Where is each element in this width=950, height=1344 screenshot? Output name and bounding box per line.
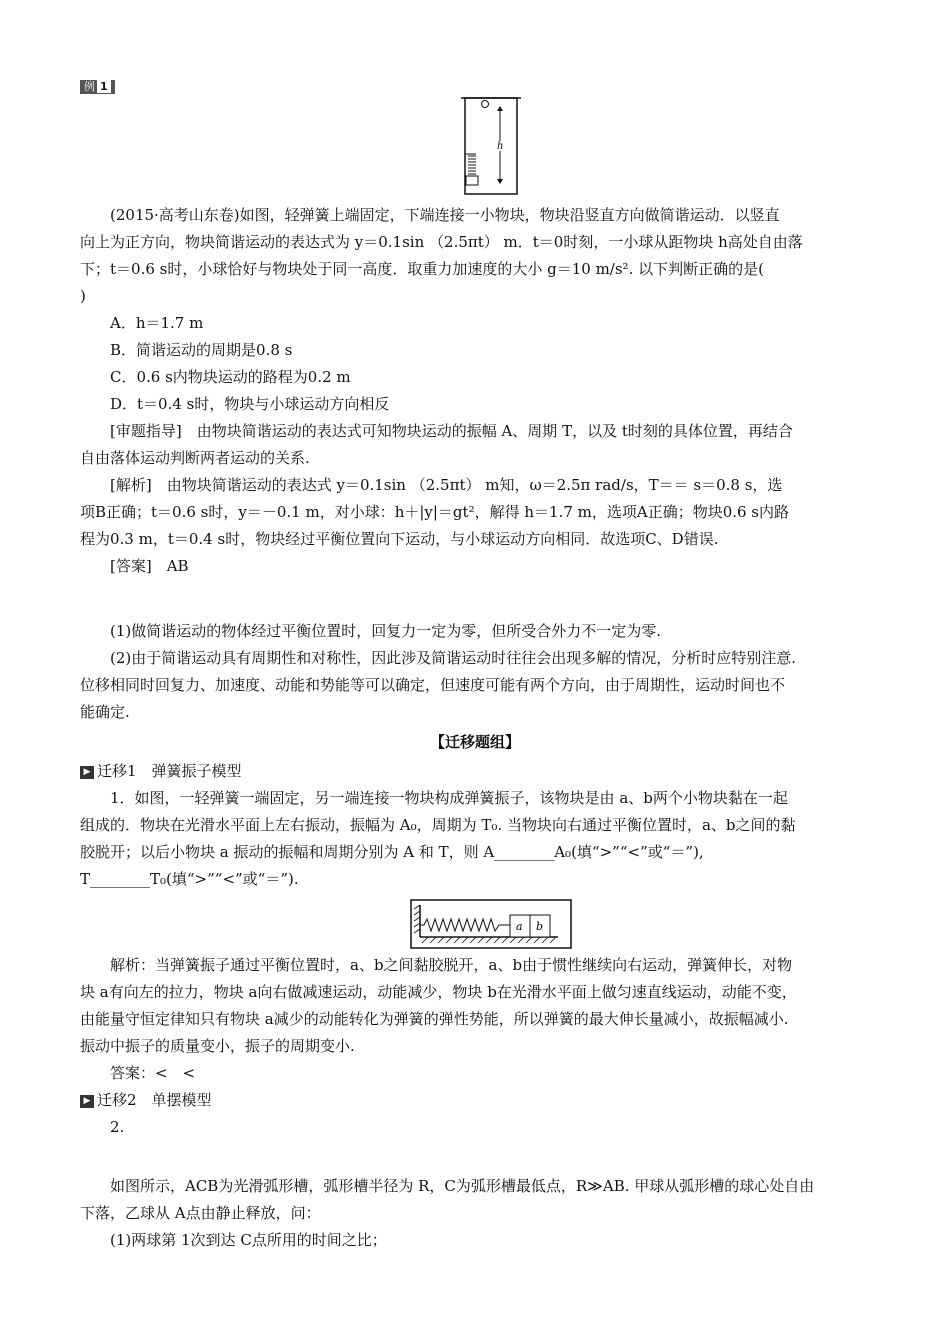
guide-line: 自由落体运动判断两者运动的关系. (80, 449, 310, 467)
transfer1-line: 1．如图，一轻弹簧一端固定，另一端连接一物块构成弹簧振子，该物块是由 a、b两个小物块黏在一起 (110, 789, 788, 807)
answer-line: [答案] AB (110, 557, 189, 575)
analysis-line: 程为0.3 m，t＝0.4 s时，物块经过平衡位置向下运动，与小球运动方向相同．故选项C、D错误. (80, 530, 719, 548)
play-arrow-icon: ▶ (80, 1095, 94, 1108)
notes-text (80, 618, 880, 726)
guide-line: [审题指导] 由物块简谐运动的表达式可知物块运动的振幅 A、周期 T，以及 t时刻的具体位置，再结合 (110, 422, 793, 440)
transfer1-solution (80, 952, 880, 1141)
solution-line: 块 a有向左的拉力，物块 a向右做减速运动，动能减少，物块 b在光滑水平面上做匀速直线运动，动能不变， (80, 983, 797, 1001)
solution-line: 由能量守恒定律知只有物块 a减少的动能转化为弹簧的弹性势能，所以弹簧的最大伸长量减小，故振幅减小. (80, 1010, 789, 1028)
option-d: D．t＝0.4 s时，物块与小球运动方向相反 (110, 395, 390, 413)
transfer1-title: ▶ 迁移1 弹簧振子模型 (80, 758, 880, 785)
transfer2-problem (80, 1173, 880, 1254)
note-line: 位移相同时回复力、加速度、动能和势能等可以确定，但速度可能有两个方向，由于周期性，运动时间也不 (80, 676, 786, 694)
note-line: (2)由于简谐运动具有周期性和对称性，因此涉及简谐运动时往往会出现多解的情况，分析时应特别注意. (110, 649, 797, 667)
transfer2-line: 下落，乙球从 A点由静止释放，问： (80, 1204, 321, 1222)
option-a: A．h＝1.7 m (110, 314, 204, 332)
h-label: h (497, 141, 504, 152)
transfer2-line: (1)两球第 1次到达 C点所用的时间之比； (110, 1231, 387, 1249)
transfer2-line: 如图所示，ACB为光滑弧形槽，弧形槽半径为 R，C为弧形槽最低点，R≫AB. 甲球从弧形槽的球心处自由 (110, 1177, 815, 1195)
solution-line: 振动中振子的质量变小，振子的周期变小. (80, 1037, 355, 1055)
block-b-label: b (536, 920, 544, 933)
transfer1-answer: 答案：< < (110, 1064, 196, 1082)
section-title: 【迁移题组】 (429, 733, 520, 751)
transfer1-line: 胶脱开；以后小物块 a 振动的振幅和周期分别为 A 和 T，则 A________A₀(填“>”“<”或“＝”), (80, 843, 704, 861)
transfer2-number: 2. (110, 1118, 125, 1136)
block-a-label: a (516, 920, 523, 933)
note-line: 能确定. (80, 703, 130, 721)
problem-line: 向上为正方向，物块简谐运动的表达式为 y＝0.1sin （2.5πt） m．t＝0时刻，一小球从距物块 h高处自由落 (80, 233, 803, 251)
transfer1-line: 组成的．物块在光滑水平面上左右振动，振幅为 A₀，周期为 T₀. 当物块向右通过平衡位置时，a、b之间的黏 (80, 816, 796, 834)
note-line: (1)做简谐运动的物体经过平衡位置时，回复力一定为零，但所受合外力不一定为零. (110, 622, 662, 640)
play-arrow-icon: ▶ (80, 766, 94, 779)
transfer1-line: T________T₀(填“>”“<”或“＝”). (80, 870, 299, 888)
transfer2-title: ▶ 迁移2 单摆模型 (80, 1087, 880, 1114)
spring-oscillator-figure (410, 899, 572, 949)
problem-line: ) (80, 287, 86, 305)
option-b: B．简谐运动的周期是0.8 s (110, 341, 293, 359)
example-label: 例 1 (80, 72, 880, 99)
spring-block-figure (460, 96, 522, 198)
analysis-line: [解析] 由物块简谐运动的表达式 y＝0.1sin （2.5πt） m知，ω＝2.5π rad/s，T＝＝ s＝0.8 s，选 (110, 476, 783, 494)
problem-line: 下；t＝0.6 s时，小球恰好与物块处于同一高度．取重力加速度的大小 g＝10 m/s². 以下判断正确的是( (80, 260, 764, 278)
option-c: C．0.6 s内物块运动的路程为0.2 m (110, 368, 351, 386)
solution-line: 解析：当弹簧振子通过平衡位置时，a、b之间黏胶脱开，a、b由于惯性继续向右运动，弹簧伸长，对物 (110, 956, 793, 974)
problem-text (80, 202, 880, 580)
problem-line: (2015·高考山东卷)如图，轻弹簧上端固定，下端连接一小物块，物块沿竖直方向做简谐运动．以竖直 (110, 206, 780, 224)
analysis-line: 项B正确；t＝0.6 s时，y＝－0.1 m，对小球：h＋|y|＝gt²，解得 h＝1.7 m，选项A正确；物块0.6 s内路 (80, 503, 790, 521)
transfer1-block (80, 758, 880, 893)
